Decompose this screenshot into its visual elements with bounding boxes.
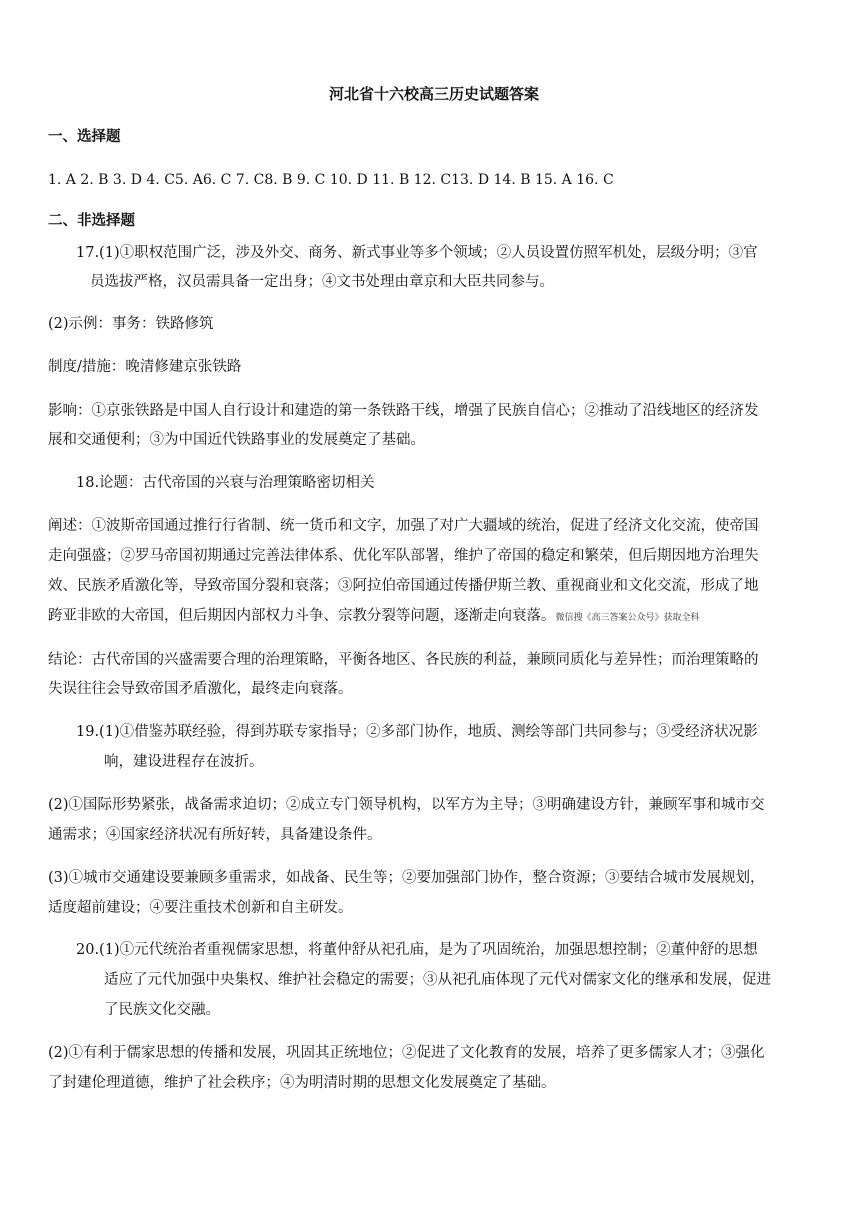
q18-conclusion-line1: 结论：古代帝国的兴盛需要合理的治理策略，平衡各地区、各民族的利益，兼顾同质化与差异性；而治理策略的 (48, 652, 759, 668)
section-heading-choice: 一、选择题 (48, 129, 121, 145)
q17-part1-line2: 员选拔严格，汉员需具备一定出身；④文书处理由章京和大臣共同参与。 (90, 274, 554, 290)
section-heading-nonchoice: 二、非选择题 (48, 213, 135, 229)
q18-topic: 18.论题：古代帝国的兴衰与治理策略密切相关 (76, 475, 375, 491)
q20-part2-line2: 了封建伦理道德，维护了社会秩序；④为明清时期的思想文化发展奠定了基础。 (48, 1075, 556, 1091)
q19-part1-line1: 19.(1)①借鉴苏联经验，得到苏联专家指导；②多部门协作，地质、测绘等部门共同参与；③受经济状况影 (76, 724, 758, 740)
page-title: 河北省十六校高三历史试题答案 (328, 85, 539, 103)
q19-part2-line1: (2)①国际形势紧张，战备需求迫切；②成立专门领导机构，以军方为主导；③明确建设方针，兼顾军事和城市交 (48, 797, 765, 813)
q17-part1-line1: 17.(1)①职权范围广泛，涉及外交、商务、新式事业等多个领域；②人员设置仿照军机处，层级分明；③官 (76, 245, 758, 261)
q19-part1-line2: 响，建设进程存在波折。 (104, 754, 264, 770)
q17-part2-impact-line1: 影响：①京张铁路是中国人自行设计和建造的第一条铁路干线，增强了民族自信心；②推动了沿线地区的经济发 (48, 403, 759, 419)
q19-part3-line2: 适度超前建设；④要注重技术创新和自主研发。 (48, 900, 353, 916)
q17-part2-example: (2)示例：事务：铁路修筑 (48, 316, 214, 332)
watermark-text: 微信搜《高三答案公众号》获取全科 (555, 613, 700, 623)
q17-part2-impact-line2: 展和交通便利；③为中国近代铁路事业的发展奠定了基础。 (48, 432, 425, 448)
q20-part1-line1: 20.(1)①元代统治者重视儒家思想，将董仲舒从祀孔庙，是为了巩固统治，加强思想控制；②董仲舒的思想 (76, 942, 758, 958)
q18-discussion-line3: 效、民族矛盾激化等，导致帝国分裂和衰落；③阿拉伯帝国通过传播伊斯兰教、重视商业和文化交流，形成了地 (48, 578, 759, 594)
q18-discussion-line1: 阐述：①波斯帝国通过推行行省制、统一货币和文字，加强了对广大疆域的统治，促进了经济文化交流，使帝国 (48, 518, 759, 534)
q19-part2-line2: 通需求；④国家经济状况有所好转，具备建设条件。 (48, 827, 382, 843)
q20-part1-line2: 适应了元代加强中央集权、维护社会稳定的需要；③从祀孔庙体现了元代对儒家文化的继承和发展，促进 (104, 972, 771, 988)
q17-part2-measure: 制度/措施：晚清修建京张铁路 (48, 359, 242, 375)
q20-part1-line3: 了民族文化交融。 (104, 1002, 220, 1018)
q18-discussion-line2: 走向强盛；②罗马帝国初期通过完善法律体系、优化军队部署，维护了帝国的稳定和繁荣，但后期因地方治理失 (48, 548, 759, 564)
q19-part3-line1: (3)①城市交通建设要兼顾多重需求，如战备、民生等；②要加强部门协作，整合资源；③要结合城市发展规划， (48, 870, 765, 886)
q18-conclusion-line2: 失误往往会导致帝国矛盾激化，最终走向衰落。 (48, 681, 353, 697)
q20-part2-line1: (2)①有利于儒家思想的传播和发展，巩固其正统地位；②促进了文化教育的发展，培养了更多儒家人才；③强化 (48, 1045, 765, 1061)
q18-discussion-line4: 跨亚非欧的大帝国，但后期因内部权力斗争、宗教分裂等问题，逐渐走向衰落。微信搜《高三答案公众号》获取全科 (48, 608, 700, 624)
choice-answers: 1. A 2. B 3. D 4. C5. A6. C 7. C8. B 9. C 10. D 11. B 12. C13. D 14. B 15. A 16. C (48, 172, 614, 188)
